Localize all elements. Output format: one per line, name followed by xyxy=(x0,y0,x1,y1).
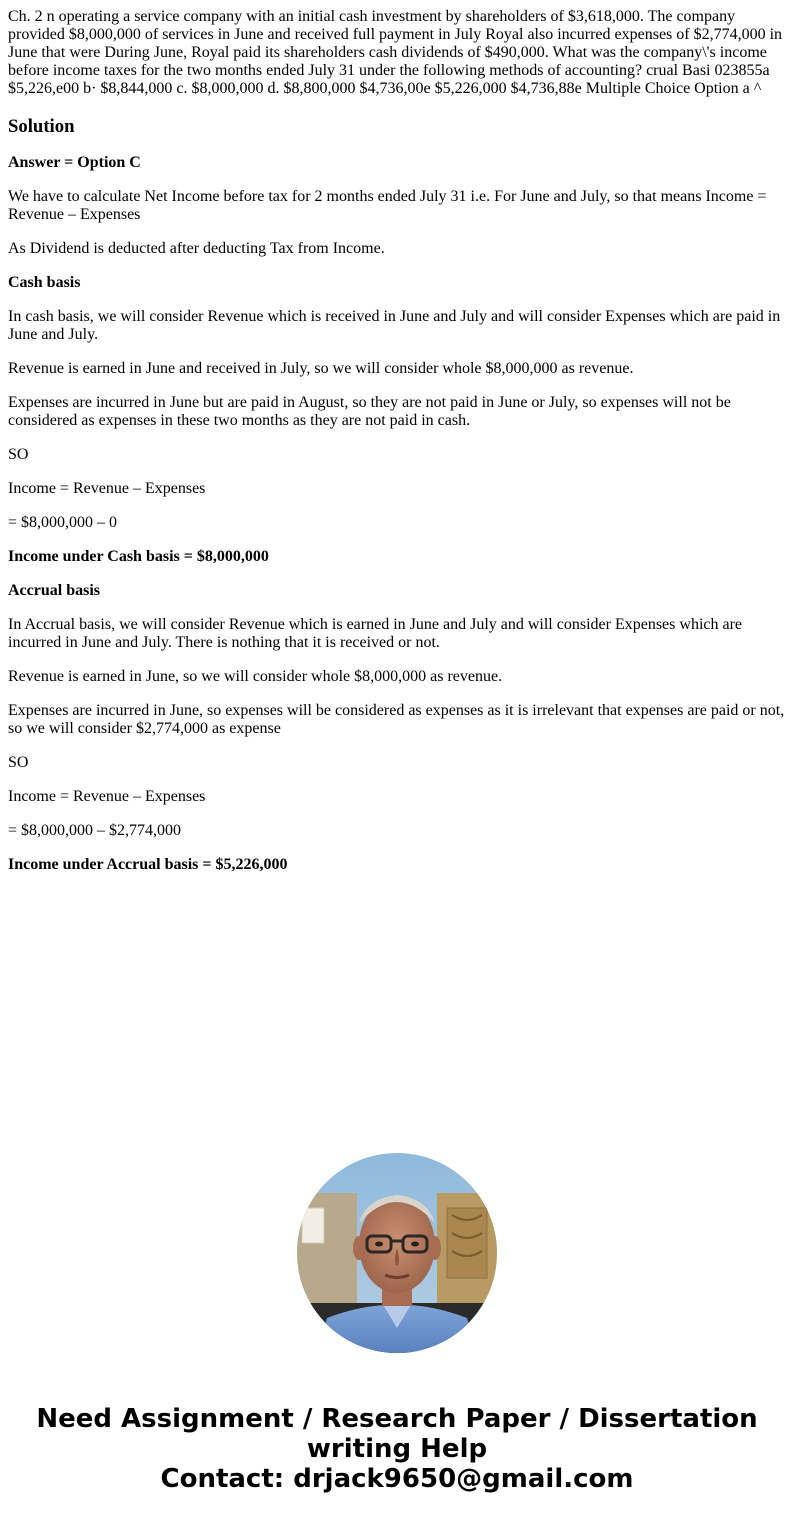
accrual-paragraph-1: In Accrual basis, we will consider Revenue which is earned in June and July and will consider Expenses which are incurred in June and July. There is nothing that it is received or not. xyxy=(8,616,743,651)
accrual-result: Income under Accrual basis = $5,226,000 xyxy=(8,856,288,873)
promo-banner xyxy=(0,1404,794,1494)
accrual-basis-heading: Accrual basis xyxy=(8,582,100,599)
cash-paragraph-1: In cash basis, we will consider Revenue which is received in June and July and will consider Expenses which are paid in June and July. xyxy=(8,308,781,343)
question-text: Ch. 2 n operating a service company with an initial cash investment by shareholders of $3,618,000. The company provided $8,000,000 of services in June and received full payment in July Royal also incurred expenses of $2,774,000 in June that were During June, Royal paid its shareholders cash dividends of $490,000. What was the company\'s income before income taxes for the two months ended July 31 under the following methods of accounting? crual Basi 023855a $5,226,e00 b· $8,844,000 c. $8,000,000 d. $8,800,000 $4,736,00e $5,226,000 $4,736,88e Multiple Choice Option a ^ xyxy=(8,8,783,97)
accrual-calculation: = $8,000,000 – $2,774,000 xyxy=(8,822,182,839)
accrual-so: SO xyxy=(8,754,29,771)
accrual-paragraph-3: Expenses are incurred in June, so expenses will be considered as expenses as it is irrelevant that expenses are paid or not, so we will consider $2,774,000 as expense xyxy=(8,702,785,737)
accrual-paragraph-2: Revenue is earned in June, so we will consider whole $8,000,000 as revenue. xyxy=(8,668,503,685)
cash-paragraph-3: Expenses are incurred in June but are paid in August, so they are not paid in June or July, so expenses will not be considered as expenses in these two months as they are not paid in cash. xyxy=(8,394,731,429)
cash-result: Income under Cash basis = $8,000,000 xyxy=(8,548,269,565)
author-avatar xyxy=(297,1153,497,1353)
accrual-formula: Income = Revenue – Expenses xyxy=(8,788,206,805)
promo-line-2: writing Help xyxy=(306,1434,488,1464)
cash-so: SO xyxy=(8,446,29,463)
dividend-note: As Dividend is deducted after deducting Tax from Income. xyxy=(8,240,385,257)
answer-line: Answer = Option C xyxy=(8,154,141,171)
promo-contact-email: Contact: drjack9650@gmail.com xyxy=(160,1464,634,1494)
solution-heading: Solution xyxy=(8,116,75,137)
cash-paragraph-2: Revenue is earned in June and received in July, so we will consider whole $8,000,000 as revenue. xyxy=(8,360,634,377)
intro-paragraph: We have to calculate Net Income before tax for 2 months ended July 31 i.e. For June and July, so that means Income = Revenue – Expenses xyxy=(8,188,767,223)
avatar-portrait-image xyxy=(297,1153,497,1353)
document-body xyxy=(8,8,788,890)
cash-formula: Income = Revenue – Expenses xyxy=(8,480,206,497)
cash-calculation: = $8,000,000 – 0 xyxy=(8,514,118,531)
promo-line-1: Need Assignment / Research Paper / Dissertation xyxy=(36,1404,758,1434)
cash-basis-heading: Cash basis xyxy=(8,274,81,291)
